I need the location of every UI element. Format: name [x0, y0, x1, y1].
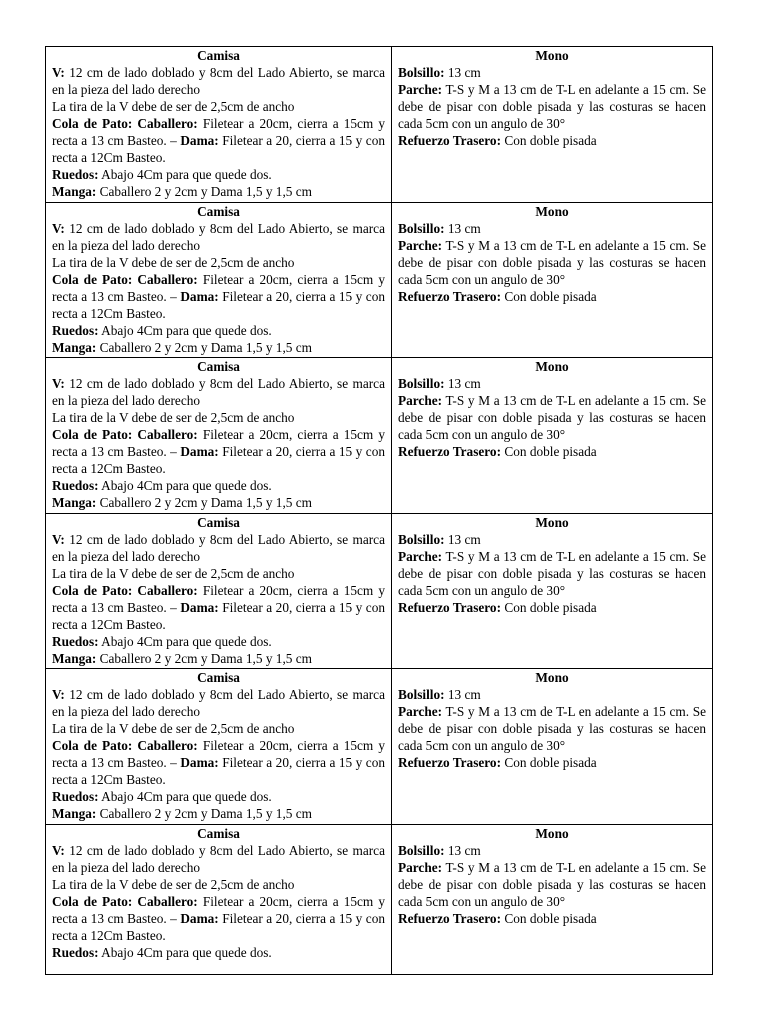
- parche-label: Parche:: [398, 393, 443, 408]
- refuerzo-paragraph: [398, 599, 706, 616]
- ruedos-text: Abajo 4Cm para que quede dos.: [101, 478, 272, 493]
- refuerzo-label: Refuerzo Trasero:: [398, 444, 502, 459]
- spec-row: [46, 824, 713, 974]
- caballero-label: Caballero:: [137, 582, 198, 598]
- mono-title: Mono: [535, 670, 569, 685]
- cola-label: Cola de Pato:: [52, 893, 133, 909]
- refuerzo-text: Con doble pisada: [504, 910, 597, 926]
- caballero-text: Filetear a 20cm, cierra a 15cm y recta a 13 cm Basteo. –: [52, 738, 385, 770]
- mono-cell: [392, 358, 713, 514]
- v-text: 12 cm de lado doblado y 8cm del Lado Abierto, se marca en la pieza del lado derecho: [52, 687, 385, 719]
- caballero-text: Filetear a 20cm, cierra a 15cm y recta a 13 cm Basteo. –: [52, 427, 385, 459]
- refuerzo-paragraph: [398, 132, 706, 149]
- cola-paragraph: [52, 582, 385, 633]
- manga-text: Caballero 2 y 2cm y Dama 1,5 y 1,5 cm: [99, 495, 312, 510]
- refuerzo-text: Con doble pisada: [504, 444, 597, 459]
- spec-row: [46, 513, 713, 669]
- caballero-text: Filetear a 20cm, cierra a 15cm y recta a 13 cm Basteo. –: [52, 893, 385, 926]
- cola-paragraph: [52, 893, 385, 944]
- bolsillo-text: 13 cm: [447, 220, 481, 236]
- ruedos-text: Abajo 4Cm para que quede dos.: [101, 633, 272, 649]
- bolsillo-text: 13 cm: [447, 687, 481, 702]
- bolsillo-paragraph: [398, 531, 706, 548]
- camisa-cell: [46, 47, 392, 203]
- parche-paragraph: [398, 703, 706, 754]
- parche-paragraph: [398, 237, 706, 288]
- bolsillo-paragraph: [398, 220, 706, 237]
- v-label: V:: [52, 220, 65, 236]
- ruedos-label: Ruedos:: [52, 944, 99, 960]
- camisa-cell: [46, 824, 392, 974]
- ruedos-paragraph: [52, 633, 385, 650]
- camisa-title: Camisa: [197, 670, 240, 685]
- manga-paragraph: [52, 494, 385, 511]
- ruedos-text: Abajo 4Cm para que quede dos.: [101, 789, 272, 804]
- camisa-title: Camisa: [197, 514, 240, 530]
- caballero-text: Filetear a 20cm, cierra a 15cm y recta a 13 cm Basteo. –: [52, 271, 385, 304]
- cola-label: Cola de Pato:: [52, 271, 133, 287]
- bolsillo-text: 13 cm: [447, 842, 481, 858]
- v-text: 12 cm de lado doblado y 8cm del Lado Abierto, se marca en la pieza del lado derecho: [52, 842, 385, 875]
- cola-label: Cola de Pato:: [52, 582, 133, 598]
- cola-paragraph: [52, 426, 385, 477]
- v-paragraph: [52, 220, 385, 254]
- v-text: 12 cm de lado doblado y 8cm del Lado Abierto, se marca en la pieza del lado derecho: [52, 65, 385, 97]
- bolsillo-label: Bolsillo:: [398, 842, 445, 858]
- dama-label: Dama:: [180, 288, 219, 304]
- mono-cell: [392, 669, 713, 825]
- manga-paragraph: [52, 183, 385, 200]
- manga-label: Manga:: [52, 339, 97, 355]
- spec-row: [46, 358, 713, 514]
- cola-paragraph: [52, 737, 385, 788]
- ruedos-label: Ruedos:: [52, 167, 99, 182]
- parche-paragraph: [398, 81, 706, 132]
- tira-paragraph: [52, 98, 385, 115]
- tira-paragraph: [52, 876, 385, 893]
- ruedos-label: Ruedos:: [52, 633, 99, 649]
- manga-paragraph: [52, 339, 385, 356]
- v-paragraph: [52, 375, 385, 409]
- ruedos-paragraph: [52, 477, 385, 494]
- v-paragraph: [52, 64, 385, 98]
- refuerzo-label: Refuerzo Trasero:: [398, 133, 502, 148]
- bolsillo-label: Bolsillo:: [398, 687, 445, 702]
- parche-text: T-S y M a 13 cm de T-L en adelante a 15 cm. Se debe de pisar con doble pisada y las costuras se hacen cada 5cm con un angulo de 30°: [398, 704, 706, 753]
- parche-text: T-S y M a 13 cm de T-L en adelante a 15 cm. Se debe de pisar con doble pisada y las costuras se hacen cada 5cm con un angulo de 30°: [398, 82, 706, 131]
- camisa-title: Camisa: [197, 359, 240, 374]
- v-paragraph: [52, 531, 385, 565]
- dama-label: Dama:: [180, 910, 219, 926]
- spec-row: [46, 669, 713, 825]
- ruedos-paragraph: [52, 322, 385, 339]
- caballero-label: Caballero:: [137, 427, 198, 442]
- mono-cell: [392, 824, 713, 974]
- cola-label: Cola de Pato:: [52, 116, 133, 131]
- dama-text: Filetear a 20, cierra a 15 y con recta a 12Cm Basteo.: [52, 755, 385, 787]
- mono-cell: [392, 47, 713, 203]
- manga-text: Caballero 2 y 2cm y Dama 1,5 y 1,5 cm: [99, 650, 312, 666]
- dama-text: Filetear a 20, cierra a 15 y con recta a 12Cm Basteo.: [52, 288, 385, 321]
- bolsillo-label: Bolsillo:: [398, 220, 445, 236]
- dama-label: Dama:: [180, 133, 219, 148]
- parche-label: Parche:: [398, 548, 443, 564]
- camisa-cell: [46, 513, 392, 669]
- mono-cell: [392, 202, 713, 358]
- bolsillo-paragraph: [398, 64, 706, 81]
- manga-paragraph: [52, 650, 385, 667]
- mono-title: Mono: [535, 203, 569, 219]
- tira-text: La tira de la V debe de ser de 2,5cm de ancho: [52, 99, 295, 114]
- v-label: V:: [52, 531, 65, 547]
- refuerzo-paragraph: [398, 288, 706, 305]
- cola-label: Cola de Pato:: [52, 738, 133, 753]
- dama-text: Filetear a 20, cierra a 15 y con recta a 12Cm Basteo.: [52, 910, 385, 943]
- refuerzo-text: Con doble pisada: [504, 288, 597, 304]
- bolsillo-label: Bolsillo:: [398, 531, 445, 547]
- manga-text: Caballero 2 y 2cm y Dama 1,5 y 1,5 cm: [99, 184, 312, 199]
- mono-title: Mono: [535, 359, 569, 374]
- caballero-label: Caballero:: [137, 116, 198, 131]
- tira-text: La tira de la V debe de ser de 2,5cm de ancho: [52, 410, 295, 425]
- refuerzo-paragraph: [398, 443, 706, 460]
- manga-paragraph: [52, 805, 385, 822]
- bolsillo-paragraph: [398, 686, 706, 703]
- v-label: V:: [52, 842, 65, 858]
- refuerzo-text: Con doble pisada: [504, 755, 597, 770]
- mono-title: Mono: [535, 825, 569, 841]
- bolsillo-label: Bolsillo:: [398, 376, 445, 391]
- spec-table: [45, 46, 713, 975]
- bolsillo-text: 13 cm: [447, 65, 481, 80]
- caballero-text: Filetear a 20cm, cierra a 15cm y recta a 13 cm Basteo. –: [52, 582, 385, 615]
- v-paragraph: [52, 686, 385, 720]
- refuerzo-label: Refuerzo Trasero:: [398, 288, 502, 304]
- parche-paragraph: [398, 548, 706, 599]
- mono-title: Mono: [535, 48, 569, 63]
- parche-text: T-S y M a 13 cm de T-L en adelante a 15 cm. Se debe de pisar con doble pisada y las costuras se hacen cada 5cm con un angulo de 30°: [398, 393, 706, 442]
- dama-text: Filetear a 20, cierra a 15 y con recta a 12Cm Basteo.: [52, 133, 385, 165]
- bolsillo-paragraph: [398, 842, 706, 859]
- manga-label: Manga:: [52, 650, 97, 666]
- ruedos-paragraph: [52, 166, 385, 183]
- refuerzo-text: Con doble pisada: [504, 599, 597, 615]
- parche-text: T-S y M a 13 cm de T-L en adelante a 15 cm. Se debe de pisar con doble pisada y las costuras se hacen cada 5cm con un angulo de 30°: [398, 859, 706, 909]
- parche-text: T-S y M a 13 cm de T-L en adelante a 15 cm. Se debe de pisar con doble pisada y las costuras se hacen cada 5cm con un angulo de 30°: [398, 237, 706, 287]
- cola-label: Cola de Pato:: [52, 427, 133, 442]
- dama-label: Dama:: [180, 755, 219, 770]
- ruedos-paragraph: [52, 944, 385, 961]
- ruedos-text: Abajo 4Cm para que quede dos.: [101, 167, 272, 182]
- manga-label: Manga:: [52, 184, 97, 199]
- parche-label: Parche:: [398, 82, 443, 97]
- parche-paragraph: [398, 859, 706, 910]
- bolsillo-label: Bolsillo:: [398, 65, 445, 80]
- tira-paragraph: [52, 565, 385, 582]
- refuerzo-text: Con doble pisada: [504, 133, 597, 148]
- ruedos-label: Ruedos:: [52, 478, 99, 493]
- bolsillo-text: 13 cm: [447, 531, 481, 547]
- tira-paragraph: [52, 409, 385, 426]
- v-text: 12 cm de lado doblado y 8cm del Lado Abierto, se marca en la pieza del lado derecho: [52, 531, 385, 564]
- manga-text: Caballero 2 y 2cm y Dama 1,5 y 1,5 cm: [99, 339, 312, 355]
- tira-text: La tira de la V debe de ser de 2,5cm de ancho: [52, 254, 295, 270]
- dama-text: Filetear a 20, cierra a 15 y con recta a 12Cm Basteo.: [52, 599, 385, 632]
- dama-label: Dama:: [180, 444, 219, 459]
- ruedos-label: Ruedos:: [52, 789, 99, 804]
- parche-label: Parche:: [398, 704, 443, 719]
- v-paragraph: [52, 842, 385, 876]
- camisa-cell: [46, 669, 392, 825]
- dama-label: Dama:: [180, 599, 219, 615]
- v-label: V:: [52, 376, 65, 391]
- caballero-label: Caballero:: [137, 893, 198, 909]
- camisa-title: Camisa: [197, 825, 240, 841]
- refuerzo-label: Refuerzo Trasero:: [398, 755, 502, 770]
- bolsillo-paragraph: [398, 375, 706, 392]
- refuerzo-paragraph: [398, 754, 706, 771]
- camisa-cell: [46, 202, 392, 358]
- tira-text: La tira de la V debe de ser de 2,5cm de ancho: [52, 565, 295, 581]
- refuerzo-paragraph: [398, 910, 706, 927]
- camisa-title: Camisa: [197, 48, 240, 63]
- v-text: 12 cm de lado doblado y 8cm del Lado Abierto, se marca en la pieza del lado derecho: [52, 220, 385, 253]
- manga-label: Manga:: [52, 495, 97, 510]
- spec-row: [46, 47, 713, 203]
- mono-cell: [392, 513, 713, 669]
- refuerzo-label: Refuerzo Trasero:: [398, 599, 502, 615]
- tira-text: La tira de la V debe de ser de 2,5cm de ancho: [52, 721, 295, 736]
- tira-paragraph: [52, 720, 385, 737]
- parche-label: Parche:: [398, 237, 443, 253]
- ruedos-text: Abajo 4Cm para que quede dos.: [101, 322, 272, 338]
- tira-paragraph: [52, 254, 385, 271]
- ruedos-text: Abajo 4Cm para que quede dos.: [101, 944, 272, 960]
- manga-text: Caballero 2 y 2cm y Dama 1,5 y 1,5 cm: [99, 806, 312, 821]
- camisa-cell: [46, 358, 392, 514]
- v-label: V:: [52, 65, 65, 80]
- caballero-text: Filetear a 20cm, cierra a 15cm y recta a 13 cm Basteo. –: [52, 116, 385, 148]
- parche-label: Parche:: [398, 859, 443, 875]
- mono-title: Mono: [535, 514, 569, 530]
- cola-paragraph: [52, 115, 385, 166]
- parche-paragraph: [398, 392, 706, 443]
- bolsillo-text: 13 cm: [447, 376, 481, 391]
- ruedos-label: Ruedos:: [52, 322, 99, 338]
- spec-table-body: [46, 47, 713, 975]
- caballero-label: Caballero:: [137, 738, 198, 753]
- manga-label: Manga:: [52, 806, 97, 821]
- cola-paragraph: [52, 271, 385, 322]
- caballero-label: Caballero:: [137, 271, 198, 287]
- ruedos-paragraph: [52, 788, 385, 805]
- tira-text: La tira de la V debe de ser de 2,5cm de ancho: [52, 876, 295, 892]
- camisa-title: Camisa: [197, 203, 240, 219]
- dama-text: Filetear a 20, cierra a 15 y con recta a 12Cm Basteo.: [52, 444, 385, 476]
- spec-row: [46, 202, 713, 358]
- v-text: 12 cm de lado doblado y 8cm del Lado Abierto, se marca en la pieza del lado derecho: [52, 376, 385, 408]
- refuerzo-label: Refuerzo Trasero:: [398, 910, 502, 926]
- parche-text: T-S y M a 13 cm de T-L en adelante a 15 cm. Se debe de pisar con doble pisada y las costuras se hacen cada 5cm con un angulo de 30°: [398, 548, 706, 598]
- v-label: V:: [52, 687, 65, 702]
